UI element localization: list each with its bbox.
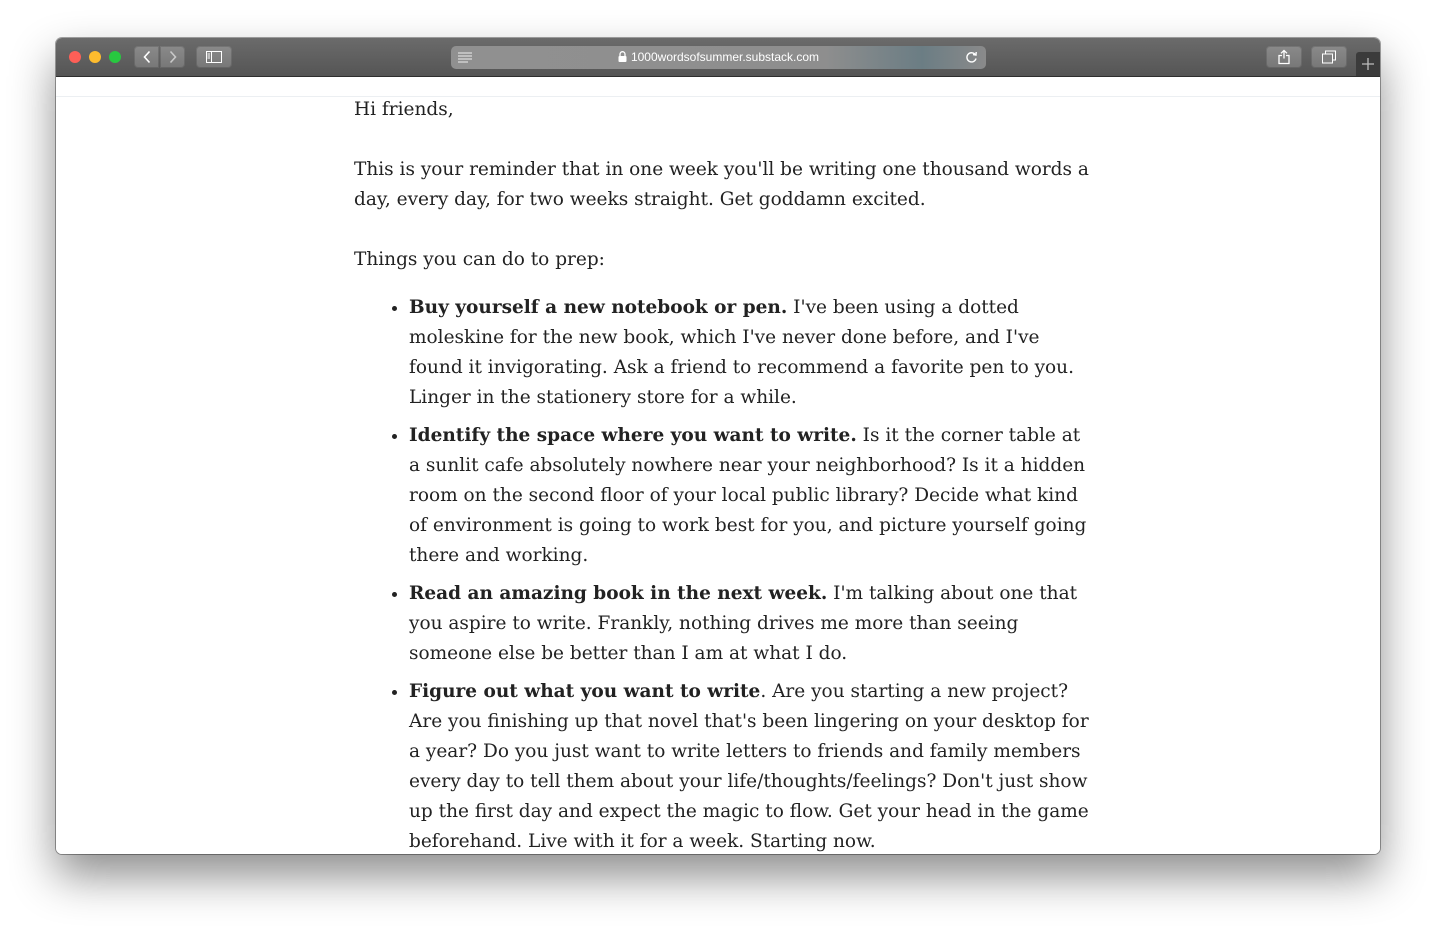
share-icon	[1278, 50, 1290, 65]
list-item-bold-lead: Figure out what you want to write	[409, 681, 761, 702]
list-item-bold-lead: Buy yourself a new notebook or pen.	[409, 297, 788, 318]
forward-button[interactable]	[160, 46, 185, 68]
back-button[interactable]	[134, 46, 159, 68]
page-content[interactable]	[56, 77, 1380, 854]
prep-heading-paragraph: Things you can do to prep:	[354, 249, 605, 270]
intro-paragraph: This is your reminder that in one week you'll be writing one thousand words a day, every day, for two weeks straight. Get goddamn excited.	[354, 159, 1089, 210]
share-button[interactable]	[1266, 46, 1302, 68]
lock-icon	[618, 51, 627, 62]
newsletter-post-body	[354, 95, 1094, 854]
address-bar[interactable]	[451, 46, 986, 69]
sidebar-toggle-button[interactable]	[196, 46, 232, 68]
tabs-icon	[1322, 51, 1336, 64]
chevron-right-icon	[168, 51, 177, 64]
browser-toolbar	[56, 38, 1380, 77]
prep-list	[354, 293, 1094, 854]
fullscreen-window-button[interactable]	[109, 51, 121, 63]
sidebar-icon	[206, 51, 222, 63]
list-item-bold-lead: Read an amazing book in the next week.	[409, 583, 828, 604]
list-item-text: I'm talking about one that you aspire to write. Frankly, nothing drives me more than seeing someone else be better than I am at what I do.	[409, 583, 1078, 664]
url-display	[451, 50, 986, 64]
tab-overview-button[interactable]	[1311, 46, 1347, 68]
url-text: 1000wordsofsummer.substack.com	[630, 50, 820, 64]
chevron-left-icon	[142, 51, 151, 64]
new-tab-button[interactable]	[1356, 52, 1380, 76]
list-item-text: . Are you starting a new project? Are you finishing up that novel that's been lingering on your desktop for a year? Do you just want to write letters to friends and family members every day to tell them about your life/thoughts/feelings? Don't just show up the first day and expect the magic to flow. Get your head in the game beforehand. Live with it for a week. Starting now.	[409, 681, 1089, 852]
list-item	[409, 677, 1094, 854]
list-item-text: Is it the corner table at a sunlit cafe absolutely nowhere near your neighborhood? Is it a hidden room on the second floor of your local public library? Decide what kind of environment is going to work best for you, and picture yourself going there and working.	[409, 425, 1087, 566]
list-item-text: I've been using a dotted moleskine for the new book, which I've never done before, and I've found it invigorating. Ask a friend to recommend a favorite pen to you. Linger in the stationery store for a while.	[409, 297, 1074, 408]
reload-icon[interactable]	[965, 51, 978, 64]
close-window-button[interactable]	[69, 51, 81, 63]
plus-icon	[1362, 58, 1374, 70]
minimize-window-button[interactable]	[89, 51, 101, 63]
list-item-bold-lead: Identify the space where you want to write.	[409, 425, 857, 446]
greeting-paragraph: Hi friends,	[354, 99, 454, 120]
browser-window	[56, 38, 1380, 854]
list-item	[409, 421, 1094, 571]
list-item	[409, 579, 1094, 669]
list-item	[409, 293, 1094, 413]
